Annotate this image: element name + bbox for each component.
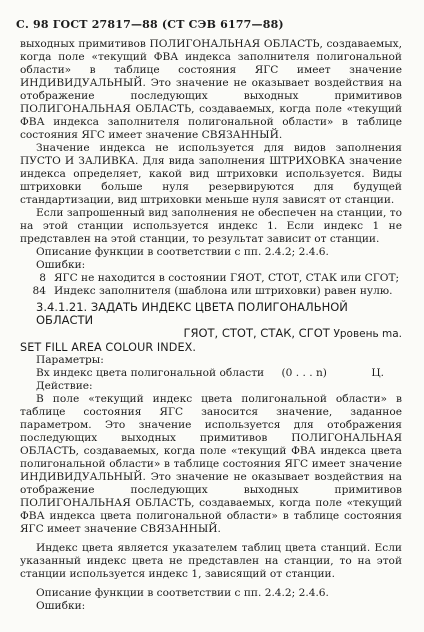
action-text: В поле «текущий индекс цвета полигональной области» в таблице состояния ЯГС заносится значение, заданное параметром. Это значение используется для отображения последующих выходных примитивов ПОЛИГОНАЛЬНАЯ ОБЛАСТЬ, создаваемых, когда поле «текущий ФВА индекса цвета полигональной области» в таблице состояния ЯГС имеет значение ИНДИВИДУАЛЬНЫЙ. Это значение не оказывает воздействия на отображение последующих выходных примитивов ПОЛИГОНАЛЬНАЯ ОБЛАСТЬ, создаваемых, когда поле «текущий ФВА индекса цвета полигональной области» в таблице состояния ЯГС имеет значение СВЯЗАННЫЙ. <box>20 393 402 535</box>
errors-label-2: Ошибки: <box>36 600 86 612</box>
page-header: С. 98 ГОСТ 27817—88 (СТ СЭВ 6177—88) <box>16 18 284 31</box>
paragraph-unsupported-style: Если запрошенный вид заполнения не обеспечен на станции, то на этой станции используется индекс 1. Если индекс 1 не представлен на этой станции, то результат зависит от станции. <box>20 207 402 245</box>
section-title: ЗАДАТЬ ИНДЕКС ЦВЕТА ПОЛИГОНАЛЬНОЙ ОБЛАСТИ <box>36 300 348 327</box>
function-description: Описание функции в соответствии с пп. 2.4.2; 2.4.6. <box>36 246 329 258</box>
function-description-2: Описание функции в соответствии с пп. 2.4.2; 2.4.6. <box>36 587 329 599</box>
error-text: ЯГС не находится в состоянии ГЯОТ, СТОТ, СТАК или СГОТ; <box>54 272 400 284</box>
error-item <box>20 285 402 298</box>
errors-label: Ошибки: <box>36 259 86 271</box>
section-states: ГЯОТ, СТОТ, СТАК, СГОТ <box>183 326 330 340</box>
section-level: Уровень ma. <box>333 328 402 340</box>
section-number: 3.4.1.21. <box>36 300 88 314</box>
english-function-name: SET FILL AREA COLOUR INDEX. <box>20 341 197 354</box>
section-heading <box>20 301 402 341</box>
action-label: Действие: <box>36 380 93 392</box>
parameter-range: (0 . . . n) <box>281 367 327 379</box>
error-code: 8 <box>39 272 46 284</box>
parameters-label: Параметры: <box>36 354 104 366</box>
error-text: Индекс заполнителя (шаблона или штриховки) равен нулю. <box>54 285 393 297</box>
parameter-name: индекс цвета полигональной области <box>53 367 265 379</box>
parameter-direction: Вх <box>36 367 50 379</box>
parameter-type: Ц. <box>371 367 384 379</box>
color-index-paragraph: Индекс цвета является указателем таблиц цвета станций. Если указанный индекс цвета не представлен на станции, то на этой станции используется индекс 1, зависящий от станции. <box>20 542 402 580</box>
paragraph-fill-style: Значение индекса не используется для видов заполнения ПУСТО И ЗАЛИВКА. Для вида заполнения ШТРИХОВКА значение индекса определяет, какой вид штриховки используется. Виды штриховки больше нуля резервируются для будущей стандартизации, вид штриховки меньше нуля зависят от станции. <box>20 142 402 206</box>
error-code: 84 <box>32 285 46 297</box>
error-item <box>20 272 402 285</box>
parameter-row <box>20 367 402 380</box>
page-content <box>20 38 402 613</box>
paragraph-continuation: выходных примитивов ПОЛИГОНАЛЬНАЯ ОБЛАСТЬ, создаваемых, когда поле «текущий ФВА индекса заполнителя полигональной области» в таблице состояния ЯГС имеет значение ИНДИВИДУАЛЬНЫЙ. Это значение не оказывает воздействия на отображение последующих выходных примитивов ПОЛИГОНАЛЬНАЯ ОБЛАСТЬ, создаваемых, когда поле «текущий ФВА индекса заполнителя полигональной области» в таблице состояния ЯГС имеет значение СВЯЗАННЫЙ. <box>20 38 402 141</box>
